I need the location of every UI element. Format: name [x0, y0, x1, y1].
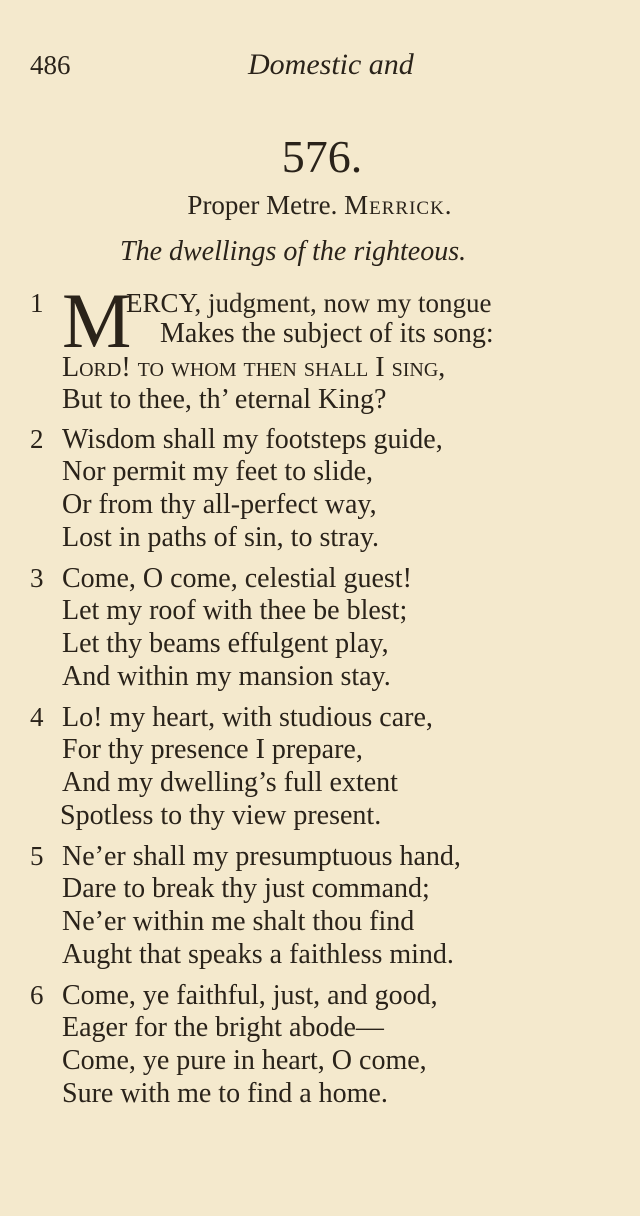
stanza-line: But to thee, th’ eternal King?: [62, 384, 387, 415]
stanza-line: Eager for the bright abode—: [62, 1012, 384, 1043]
stanza-line: Wisdom shall my footsteps guide,: [62, 424, 443, 455]
stanza-line: And my dwelling’s full extent: [62, 767, 398, 798]
stanza-number: 5: [30, 841, 44, 871]
stanza-line: Ne’er within me shalt thou find: [62, 906, 415, 937]
stanza-number: 3: [30, 563, 44, 593]
hymn-subtitle: The dwellings of the righteous.: [120, 236, 467, 267]
stanza-line: Spotless to thy view present.: [60, 800, 382, 831]
stanza-line: Come, ye pure in heart, O come,: [62, 1045, 427, 1076]
stanza-line: Sure with me to find a home.: [62, 1078, 388, 1109]
stanza-line: For thy presence I prepare,: [62, 734, 363, 765]
stanza-line: Nor permit my feet to slide,: [62, 456, 374, 487]
meter-label: Proper Metre.: [187, 190, 338, 220]
stanza-number: 1: [30, 288, 44, 318]
stanza-line: Come, O come, celestial guest!: [62, 563, 412, 594]
drop-cap: M: [62, 277, 132, 364]
meter-line: [0, 190, 640, 221]
author-name: Merrick.: [344, 190, 453, 220]
stanza-line: Let my roof with thee be blest;: [62, 595, 408, 626]
stanza-line: And within my mansion stay.: [62, 661, 391, 692]
stanza-line: Makes the subject of its song:: [160, 318, 494, 349]
stanza-line: Lost in paths of sin, to stray.: [62, 522, 380, 553]
stanza-line: Let thy beams effulgent play,: [62, 628, 389, 659]
stanza-line: Or from thy all-perfect way,: [62, 489, 377, 520]
stanza-line: Dare to break thy just command;: [62, 873, 430, 904]
stanza-number: 6: [30, 980, 44, 1010]
running-head: Domestic and: [248, 48, 414, 81]
stanza-number: 4: [30, 702, 44, 732]
stanza-line: Ne’er shall my presumptuous hand,: [62, 841, 461, 872]
page-header: [30, 44, 600, 84]
stanza-number: 2: [30, 424, 44, 454]
stanza-line: ERCY, judgment, now my tongue: [126, 288, 492, 318]
stanza-line: Come, ye faithful, just, and good,: [62, 980, 438, 1011]
stanza-line: Aught that speaks a faithless mind.: [62, 939, 454, 970]
hymn-number: 576.: [281, 131, 363, 182]
stanza-line: Lord! to whom then shall I sing,: [62, 352, 446, 383]
page-number: 486: [30, 50, 71, 80]
stanza-line: Lo! my heart, with studious care,: [62, 702, 433, 733]
